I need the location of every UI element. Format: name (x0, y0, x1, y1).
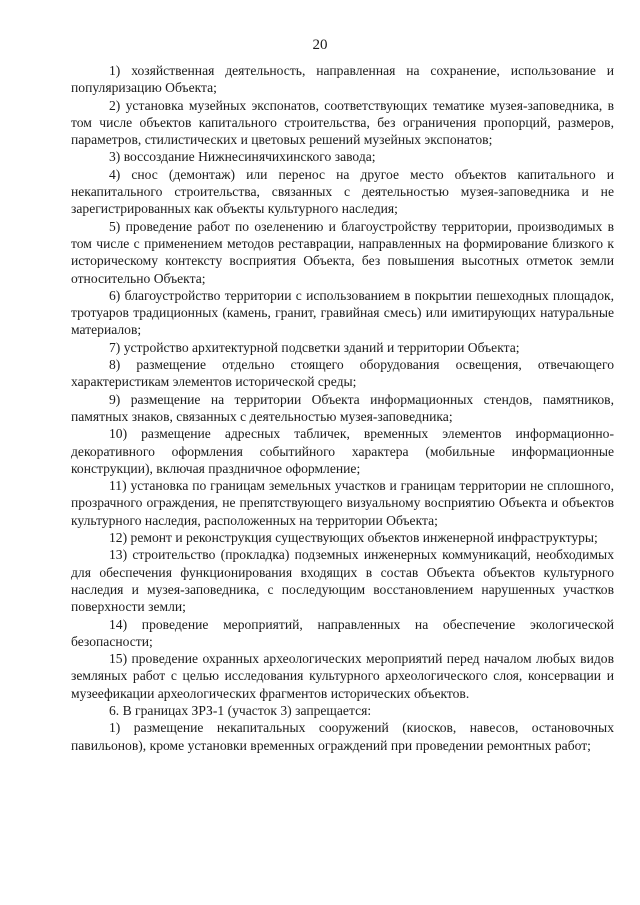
paragraph-item-13: 13) строительство (прокладка) подземных инженерных коммуникаций, необходимых для обеспечения функционирования входящих в состав Объекта объектов культурного наследия и музея-заповедника, с последующим восстановлением нарушенных участков поверхности земли; (71, 547, 614, 615)
paragraph-item-11: 11) установка по границам земельных участков и границам территории не сплошного, прозрачного ограждения, не препятствующего визуальному восприятию Объекта и объектов культурного наследия, расположенных на территории Объекта; (71, 478, 614, 528)
paragraph-item-4: 4) снос (демонтаж) или перенос на другое место объектов капитального и некапитального строительства, связанных с деятельностью музея-заповедника и не зарегистрированных как объекты культурного наследия; (71, 166, 614, 217)
paragraph-item-8: 8) размещение отдельно стоящего оборудования освещения, отвечающего характеристикам элементов исторической среды; (71, 357, 614, 390)
paragraph-item-15: 15) проведение охранных археологических мероприятий перед началом любых видов земляных работ с целью исследования культурного археологического слоя, консервации и музеефикации археологических фрагментов исторических объектов. (71, 651, 614, 701)
paragraph-item-2: 2) установка музейных экспонатов, соответствующих тематике музея-заповедника, в том числе объектов капитального строительства, без ограничения пропорций, размеров, параметров, стилистических и цветовых решений музейных экспонатов; (71, 97, 614, 148)
section-heading: 6. В границах ЗРЗ-1 (участок 3) запрещается: (109, 702, 372, 718)
paragraph-item-9: 9) размещение на территории Объекта информационных стендов, памятников, памятных знаков, связанных с деятельностью музея-заповедника; (71, 391, 614, 424)
page-number: 20 (312, 37, 328, 53)
paragraph-item-6: 6) благоустройство территории с использованием в покрытии пешеходных площадок, тротуаров традиционных (камень, гранит, гравийная смесь) или имитирующих натуральные материалов; (71, 287, 614, 338)
paragraph-item-14: 14) проведение мероприятий, направленных на обеспечение экологической безопасности; (71, 616, 614, 649)
paragraph-item-12: 12) ремонт и реконструкция существующих объектов инженерной инфраструктуры; (109, 530, 598, 546)
paragraph-item-5: 5) проведение работ по озеленению и благоустройству территории, производимых в том числе с применением методов реставрации, направленных на формирование близкого к историческому контексту восприятия Объекта, без повышения высотных отметок земли относительно Объекта; (71, 218, 614, 286)
paragraph-item-3: 3) воссоздание Нижнесинячихинского завода; (109, 149, 376, 165)
document-body (71, 62, 614, 754)
paragraph-item-10: 10) размещение адресных табличек, временных элементов информационно-декоративного оформления событийного характера (мобильные информационные конструкции), включая праздничное оформление; (71, 426, 614, 476)
paragraph-item-7: 7) устройство архитектурной подсветки зданий и территории Объекта; (109, 339, 520, 355)
paragraph-item-1: 1) хозяйственная деятельность, направленная на сохранение, использование и популяризацию Объекта; (71, 63, 614, 96)
paragraph-item-16: 1) размещение некапитальных сооружений (киосков, навесов, остановочных павильонов), кроме установки временных ограждений при проведении ремонтных работ; (71, 720, 614, 753)
